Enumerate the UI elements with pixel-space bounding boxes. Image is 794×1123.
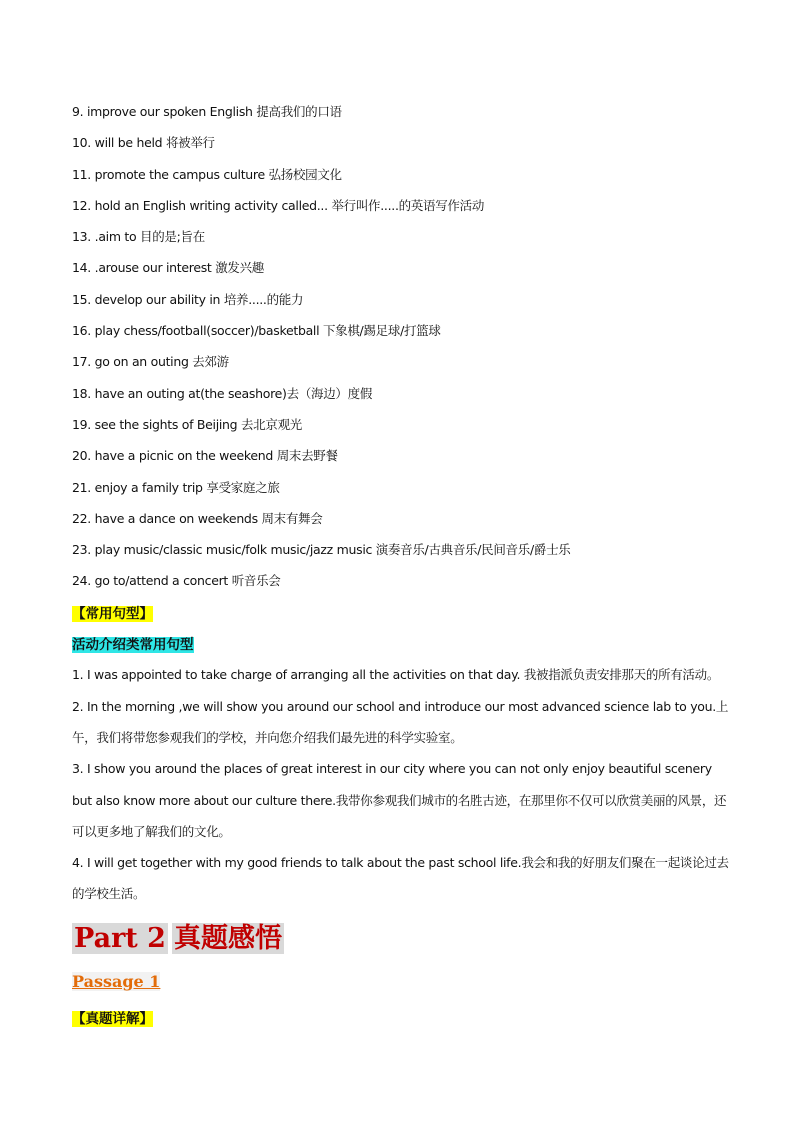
sentence-item: 1. I was appointed to take charge of arranging all the activities on that day. 我被指派负责安排那天的所有活动。 (72, 667, 720, 683)
section-heading-activity-sentences (72, 628, 732, 659)
sentence-item: 2. In the morning ,we will show you around our school and introduce our most advanced science lab to you.上午，我们将带您参观我们的学校，并向您介绍我们最先进的科学实验室。 (72, 698, 729, 745)
phrase-item: 17. go on an outing 去郊游 (72, 354, 229, 370)
phrase-item: 20. have a picnic on the weekend 周末去野餐 (72, 448, 338, 464)
document-body (72, 96, 732, 1034)
phrase-item: 12. hold an English writing activity called... 举行叫作.....的英语写作活动 (72, 197, 485, 213)
phrase-item: 13. .aim to 目的是;旨在 (72, 229, 205, 245)
phrase-list (72, 96, 732, 597)
phrase-item: 10. will be held 将被举行 (72, 135, 215, 151)
sentence-item: 3. I show you around the places of great interest in our city where you can not only enjoy beautiful scenery but also know more about our culture there.我带你参观我们城市的名胜古迹，在那里你不仅可以欣赏美丽的风景，还可以更多地了解我们的文化。 (72, 761, 727, 839)
phrase-item: 15. develop our ability in 培养.....的能力 (72, 291, 304, 307)
phrase-item: 23. play music/classic music/folk music/jazz music 演奏音乐/古典音乐/民间音乐/爵士乐 (72, 542, 571, 558)
phrase-item: 24. go to/attend a concert 听音乐会 (72, 573, 281, 589)
part-title: 真题感悟 (173, 922, 282, 954)
part-number: Part 2 (74, 922, 166, 954)
passage-heading (72, 962, 732, 1002)
phrase-item: 11. promote the campus culture 弘扬校园文化 (72, 166, 342, 182)
passage-label: Passage 1 (72, 971, 161, 991)
sentence-list (72, 659, 732, 909)
phrase-item: 21. enjoy a family trip 享受家庭之旅 (72, 479, 280, 495)
phrase-item: 19. see the sights of Beijing 去北京观光 (72, 416, 302, 432)
section-heading-detail (72, 1002, 732, 1034)
sentence-item: 4. I will get together with my good friends to talk about the past school life.我会和我的好朋友们聚在一起谈论过去的学校生活。 (72, 855, 729, 902)
phrase-item: 18. have an outing at(the seashore)去（海边）度假 (72, 385, 373, 401)
phrase-item: 9. improve our spoken English 提高我们的口语 (72, 104, 342, 119)
section-label: 活动介绍类常用句型 (72, 637, 194, 654)
phrase-item: 22. have a dance on weekends 周末有舞会 (72, 510, 323, 526)
phrase-item: 16. play chess/football(soccer)/basketball 下象棋/踢足球/打篮球 (72, 323, 441, 339)
section-label: 【真题详解】 (72, 1010, 153, 1027)
part-heading (72, 916, 732, 962)
section-heading-common-sentences (72, 597, 732, 628)
section-label: 【常用句型】 (72, 605, 153, 622)
phrase-item: 14. .arouse our interest 激发兴趣 (72, 260, 265, 276)
